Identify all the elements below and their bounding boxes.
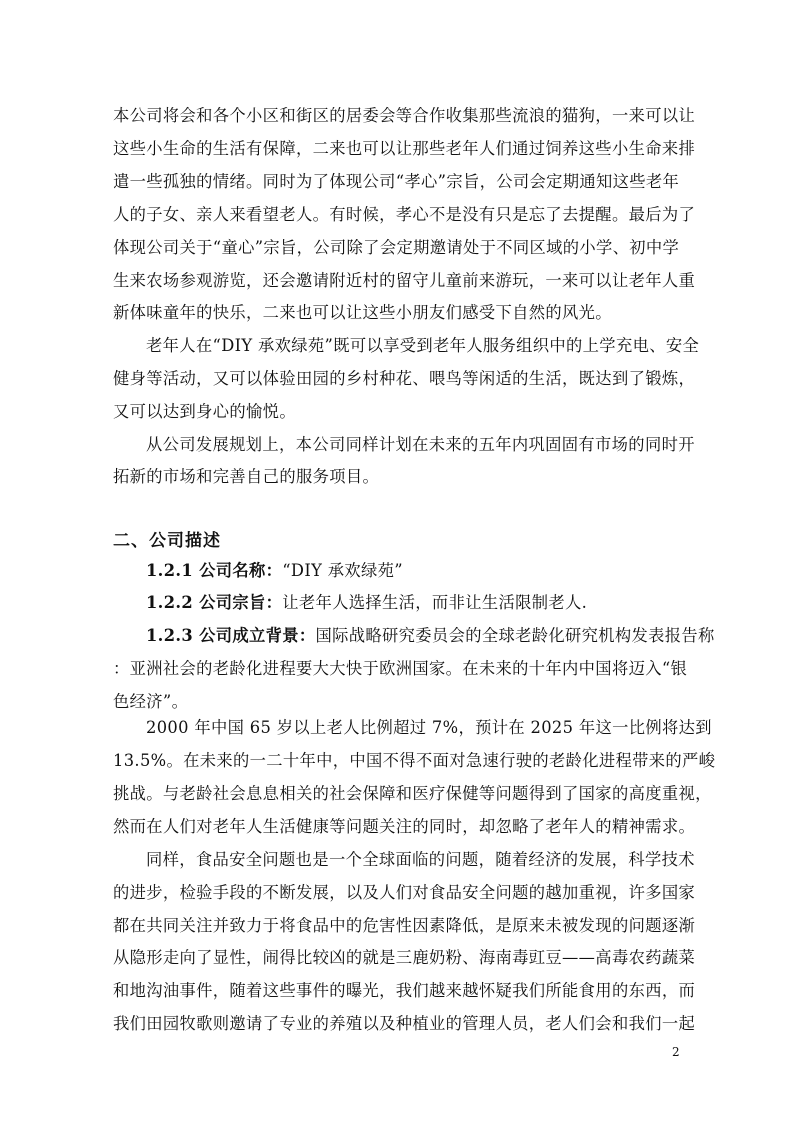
paragraph-2-line-3: 又可以达到身心的愉悦。 — [113, 402, 296, 421]
paragraph-1-line-1: 本公司将会和各个小区和街区的居委会等合作收集那些流浪的猫狗，一来可以让 — [113, 106, 696, 125]
company-mission-item — [146, 593, 587, 613]
paragraph-1-line-3: 遣一些孤独的情绪。同时为了体现公司“孝心”宗旨，公司会定期通知这些老年 — [113, 172, 680, 191]
paragraph-4-line-1: 2000 年中国 65 岁以上老人比例超过 7%，预计在 2025 年这一比例将达到 — [146, 718, 712, 737]
company-mission-label: 1.2.2 公司宗旨： — [146, 593, 283, 612]
paragraph-2-line-2: 健身等活动，又可以体验田园的乡村种花、喂鸟等闲适的生活，既达到了锻炼， — [113, 369, 696, 388]
paragraph-5-line-3: 都在共同关注并致力于将食品中的危害性因素降低，是原来未被发现的问题逐渐 — [113, 916, 696, 935]
paragraph-5-line-1: 同样，食品安全问题也是一个全球面临的问题，随着经济的发展，科学技术 — [146, 850, 695, 869]
page-number: 2 — [672, 1045, 680, 1059]
section-heading: 二、公司描述 — [113, 531, 221, 551]
company-background-item — [146, 626, 715, 646]
paragraph-1-line-2: 这些小生命的生活有保障，二来也可以让那些老年人们通过饲养这些小生命来排 — [113, 139, 696, 158]
paragraph-5-line-2: 的进步，检验手段的不断发展，以及人们对食品安全问题的越加重视，许多国家 — [113, 883, 696, 902]
company-background-line-2: ：亚洲社会的老龄化进程要大大快于欧洲国家。在未来的十年内中国将迈入“银 — [113, 659, 688, 678]
company-background-line-3: 色经济”。 — [113, 692, 189, 711]
paragraph-4-line-2: 13.5%。在未来的一二十年中，中国不得不面对急速行驶的老龄化进程带来的严峻 — [113, 751, 716, 770]
company-background-label: 1.2.3 公司成立背景： — [146, 626, 316, 645]
paragraph-1-line-6: 生来农场参观游览，还会邀请附近村的留守儿童前来游玩，一来可以让老年人重 — [113, 271, 696, 290]
paragraph-1-line-4: 人的子女、亲人来看望老人。有时候，孝心不是没有只是忘了去提醒。最后为了 — [113, 205, 696, 224]
paragraph-4-line-3: 挑战。与老龄社会息息相关的社会保障和医疗保健等问题得到了国家的高度重视， — [113, 784, 712, 803]
paragraph-1-line-5: 体现公司关于“童心”宗旨，公司除了会定期邀请处于不同区域的小学、初中学 — [113, 238, 680, 257]
paragraph-3-line-2: 拓新的市场和完善自己的服务项目。 — [113, 467, 380, 486]
paragraph-3-line-1: 从公司发展规划上，本公司同样计划在未来的五年内巩固固有市场的同时开 — [146, 435, 695, 454]
company-name-label: 1.2.1 公司名称： — [146, 561, 283, 580]
paragraph-5-line-6: 我们田园牧歌则邀请了专业的养殖以及种植业的管理人员，老人们会和我们一起 — [113, 1014, 696, 1033]
paragraph-4-line-4: 然而在人们对老年人生活健康等问题关注的同时，却忽略了老年人的精神需求。 — [113, 817, 696, 836]
company-name-item — [146, 561, 403, 581]
company-mission-text: 让老年人选择生活，而非让生活限制老人. — [282, 593, 588, 612]
paragraph-5-line-5: 和地沟油事件，随着这些事件的曝光，我们越来越怀疑我们所能食用的东西，而 — [113, 981, 696, 1000]
paragraph-5-line-4: 从隐形走向了显性，闹得比较凶的就是三鹿奶粉、海南毒豇豆——高毒农药蔬菜 — [113, 948, 696, 967]
company-background-text: 国际战略研究委员会的全球老龄化研究机构发表报告称 — [315, 626, 715, 645]
paragraph-1-line-7: 新体味童年的快乐，二来也可以让这些小朋友们感受下自然的风光。 — [113, 303, 612, 322]
paragraph-2-line-1: 老年人在“DIY 承欢绿苑”既可以享受到老年人服务组织中的上学充电、安全 — [146, 336, 700, 355]
company-name-text: “DIY 承欢绿苑” — [282, 561, 403, 580]
